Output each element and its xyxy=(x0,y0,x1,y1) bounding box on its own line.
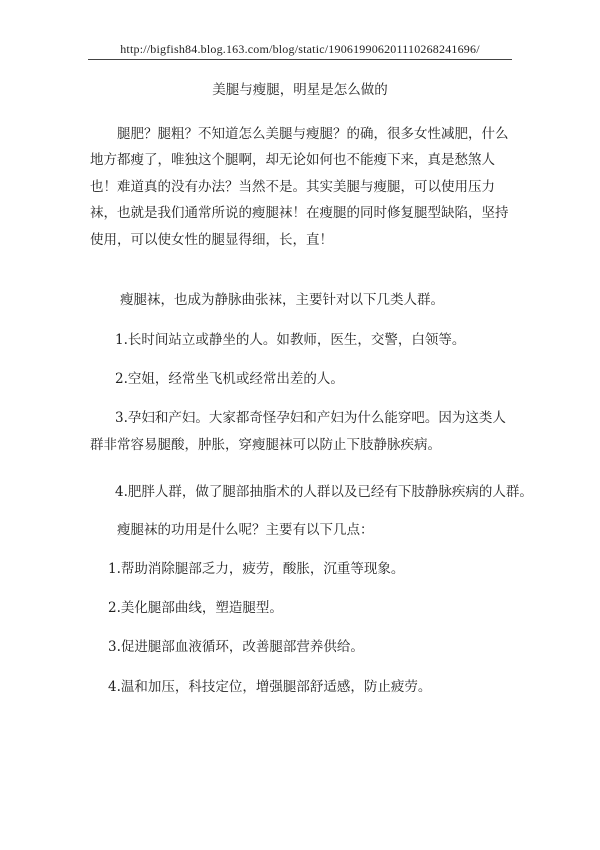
group-item-1: 1.长时间站立或静坐的人。如教师，医生，交警，白领等。 xyxy=(115,332,466,348)
effect-item-4: 4.温和加压，科技定位，增强腿部舒适感，防止疲劳。 xyxy=(108,679,432,695)
effect-item-1: 1.帮助消除腿部乏力，疲劳，酸胀，沉重等现象。 xyxy=(108,561,405,577)
intro-paragraph: 腿肥？腿粗？不知道怎么美腿与瘦腿？的确，很多女性减肥，什么地方都瘦了，唯独这个腿啊，却无论如何也不能瘦下来，真是愁煞人也！难道真的没有办法？当然不是。其实美腿与瘦腿，可以使用压力袜，也就是我们通常所说的瘦腿袜！在瘦腿的同时修复腿型缺陷，坚持使用，可以使女性的腿显得细，长，直！ xyxy=(90,126,509,248)
effect-item-2: 2.美化腿部曲线，塑造腿型。 xyxy=(108,600,283,616)
effects-intro: 瘦腿袜的功用是什么呢？主要有以下几点： xyxy=(117,522,374,538)
group-item-3: 3.孕妇和产妇。大家都奇怪孕妇和产妇为什么能穿吧。因为这类人群非常容易腿酸，肿胀，穿瘦腿袜可以防止下肢静脉疾病。 xyxy=(90,410,506,453)
effect-item-3: 3.促进腿部血液循环，改善腿部营养供给。 xyxy=(108,639,364,655)
article-title: 美腿与瘦腿，明星是怎么做的 xyxy=(212,82,388,98)
page-header-url: http://bigfish84.blog.163.com/blog/static/19061990620111026824169​6/ xyxy=(120,42,480,56)
header-divider xyxy=(88,59,512,60)
group-item-2: 2.空姐，经常坐飞机或经常出差的人。 xyxy=(115,371,344,387)
groups-intro: 瘦腿袜，也成为静脉曲张袜，主要针对以下几类人群。 xyxy=(120,292,444,308)
group-item-4: 4.肥胖人群，做了腿部抽脂术的人群以及已经有下肢静脉疾病的人群。 xyxy=(115,484,533,500)
